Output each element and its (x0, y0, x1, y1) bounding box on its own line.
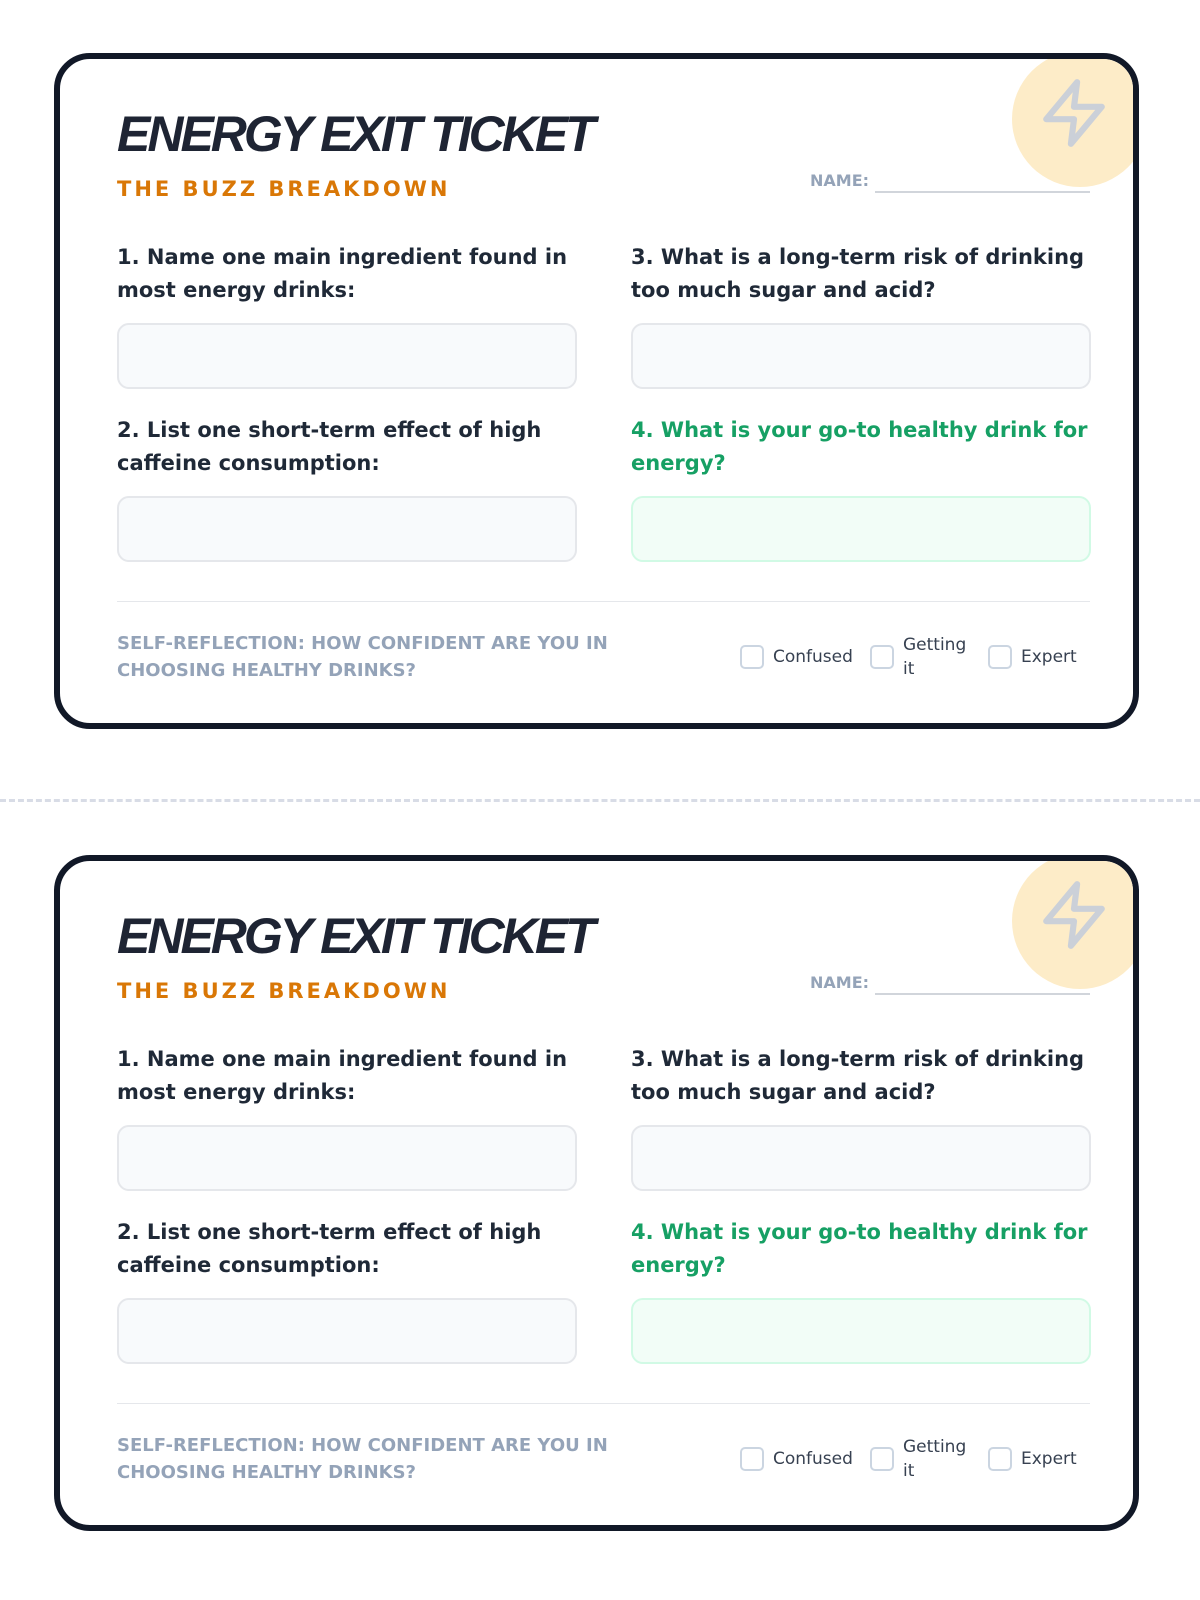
lightning-bolt-icon (1037, 878, 1111, 952)
checkbox-icon[interactable] (870, 1447, 894, 1471)
answer-2-field[interactable] (117, 496, 577, 562)
answer-3-field[interactable] (631, 1125, 1091, 1191)
question-2: 2. List one short-term effect of high caffeine consumption: (117, 418, 542, 475)
option-expert[interactable] (988, 630, 1077, 684)
question-4: 4. What is your go-to healthy drink for energy? (631, 1220, 1088, 1277)
exit-ticket (54, 855, 1139, 1531)
cut-line (0, 799, 1200, 802)
option-confused[interactable] (740, 630, 853, 684)
option-label: Getting it (903, 1437, 967, 1481)
question-3: 3. What is a long-term risk of drinking too much sugar and acid? (631, 245, 1085, 302)
answer-1-field[interactable] (117, 1125, 577, 1191)
name-label: NAME: (810, 171, 870, 190)
option-getting-it[interactable] (870, 630, 967, 684)
checkbox-icon[interactable] (988, 1447, 1012, 1471)
option-label: Confused (773, 1449, 853, 1469)
ticket-subtitle: THE BUZZ BREAKDOWN (117, 177, 451, 201)
ticket-title: ENERGY EXIT TICKET (117, 106, 593, 162)
checkbox-icon[interactable] (740, 1447, 764, 1471)
checkbox-icon[interactable] (870, 645, 894, 669)
name-label: NAME: (810, 973, 870, 992)
ticket-subtitle: THE BUZZ BREAKDOWN (117, 979, 451, 1003)
answer-1-field[interactable] (117, 323, 577, 389)
name-field[interactable] (875, 191, 1090, 193)
answer-3-field[interactable] (631, 323, 1091, 389)
divider (117, 1403, 1090, 1404)
option-expert[interactable] (988, 1432, 1077, 1486)
self-reflection-prompt: SELF-REFLECTION: HOW CONFIDENT ARE YOU IN CHOOSING HEALTHY DRINKS? (117, 633, 608, 681)
name-field[interactable] (875, 993, 1090, 995)
option-label: Confused (773, 647, 853, 667)
question-1: 1. Name one main ingredient found in most energy drinks: (117, 245, 568, 302)
question-3: 3. What is a long-term risk of drinking too much sugar and acid? (631, 1047, 1085, 1104)
checkbox-icon[interactable] (988, 645, 1012, 669)
divider (117, 601, 1090, 602)
lightning-bolt-icon (1037, 76, 1111, 150)
question-1: 1. Name one main ingredient found in most energy drinks: (117, 1047, 568, 1104)
answer-2-field[interactable] (117, 1298, 577, 1364)
question-2: 2. List one short-term effect of high caffeine consumption: (117, 1220, 542, 1277)
option-label: Getting it (903, 635, 967, 679)
option-label: Expert (1021, 1449, 1077, 1469)
self-reflection-prompt: SELF-REFLECTION: HOW CONFIDENT ARE YOU IN CHOOSING HEALTHY DRINKS? (117, 1435, 608, 1483)
checkbox-icon[interactable] (740, 645, 764, 669)
exit-ticket (54, 53, 1139, 729)
answer-4-field[interactable] (631, 1298, 1091, 1364)
option-confused[interactable] (740, 1432, 853, 1486)
answer-4-field[interactable] (631, 496, 1091, 562)
option-label: Expert (1021, 647, 1077, 667)
option-getting-it[interactable] (870, 1432, 967, 1486)
ticket-title: ENERGY EXIT TICKET (117, 908, 593, 964)
question-4: 4. What is your go-to healthy drink for energy? (631, 418, 1088, 475)
